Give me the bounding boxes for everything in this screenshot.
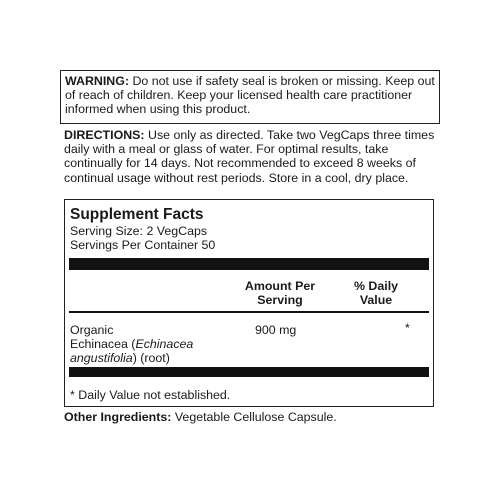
dv-header-line-1: % Daily [353, 279, 399, 293]
directions-line-3: continually for 14 days. Not recommended to exceed 8 weeks of [64, 156, 416, 171]
warning-line-1 [65, 74, 435, 88]
warning-box [60, 70, 440, 124]
directions-section [64, 128, 444, 185]
warning-label: WARNING: [65, 74, 130, 88]
directions-text-1: Use only as directed. Take two VegCaps three times [144, 128, 435, 142]
directions-line-1 [64, 128, 444, 142]
warning-text-1: Do not use if safety seal is broken or missing. Keep out [129, 74, 435, 88]
ingredient-name-line-1: Organic [70, 323, 114, 337]
footer-divider-bar [69, 367, 429, 377]
ingredient-name-prefix: Echinacea ( [70, 337, 136, 351]
dv-header-line-2: Value [359, 293, 393, 307]
amount-per-serving-header [215, 279, 345, 307]
header-divider [69, 311, 429, 313]
other-ingredients-text: Vegetable Cellulose Capsule. [171, 410, 337, 424]
ingredient-amount: 900 mg [255, 323, 297, 337]
thick-divider-bar [69, 258, 429, 270]
directions-label: DIRECTIONS: [64, 128, 145, 142]
ingredient-name-line-3 [70, 351, 230, 365]
directions-line-2: daily with a meal or glass of water. For optimal results, take [64, 142, 389, 157]
directions-line-4: continual usage without rest periods. Store in a cool, dry place. [64, 170, 409, 185]
other-ingredients [64, 410, 337, 424]
warning-line-2: of reach of children. Keep your licensed health care practitioner [65, 88, 413, 103]
supplement-facts-panel [64, 199, 434, 407]
other-ingredients-label: Other Ingredients: [64, 410, 172, 424]
warning-line-3: informed when using this product. [65, 102, 251, 117]
serving-size: Serving Size: 2 VegCaps [70, 224, 208, 238]
ingredient-latin-genus: Echinacea [135, 337, 194, 351]
ingredient-name [70, 323, 230, 365]
amount-header-line-2: Serving [257, 293, 303, 307]
ingredient-latin-species: angustifolia [70, 351, 133, 365]
amount-header-line-1: Amount Per [244, 279, 316, 293]
servings-per-container: Servings Per Container 50 [70, 238, 216, 252]
ingredient-part: ) (root) [132, 351, 170, 365]
daily-value-footnote: * Daily Value not established. [70, 388, 231, 402]
ingredient-daily-value: * [405, 321, 410, 335]
supplement-facts-title: Supplement Facts [70, 206, 204, 223]
daily-value-header [333, 279, 419, 307]
ingredient-name-line-2 [70, 337, 230, 351]
